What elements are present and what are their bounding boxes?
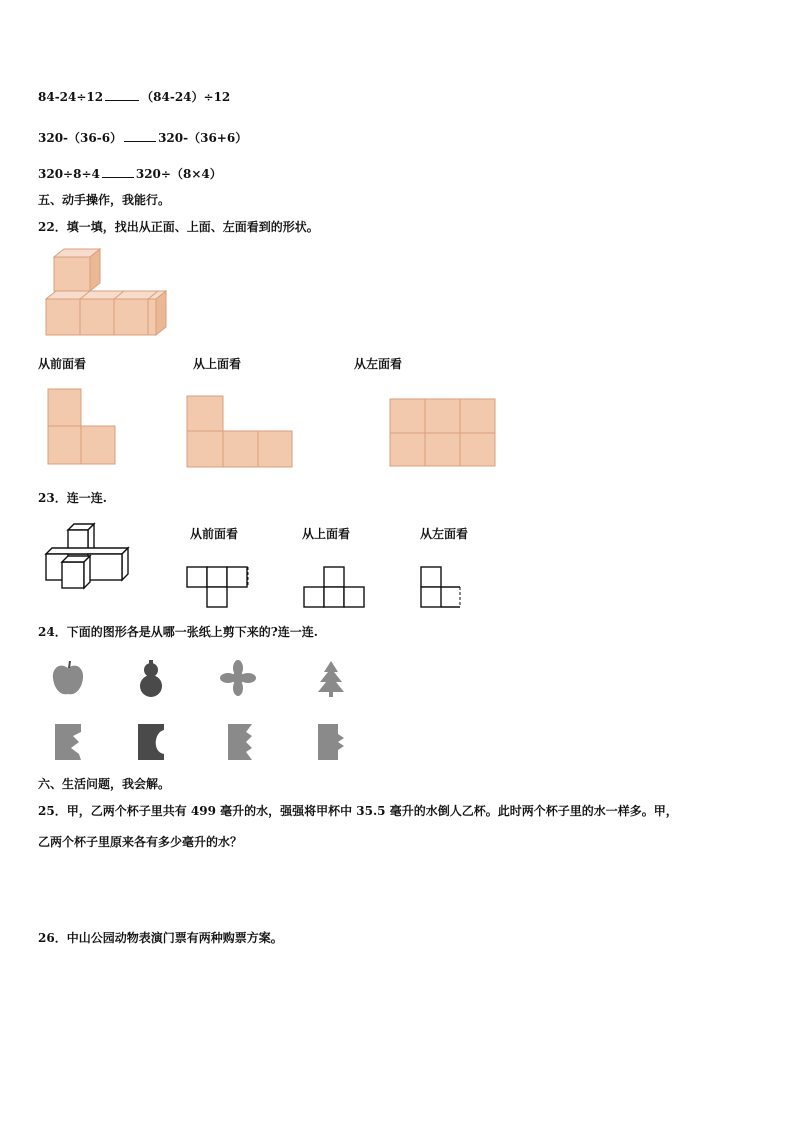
compare-row-2 bbox=[38, 130, 247, 146]
paper-cutout-2[interactable] bbox=[136, 722, 166, 762]
q22-label-front: 从前面看 bbox=[38, 357, 87, 371]
answer-blank[interactable] bbox=[124, 141, 156, 142]
q22-view-front bbox=[47, 388, 119, 466]
paper-cutout-4[interactable] bbox=[316, 722, 346, 762]
answer-blank[interactable] bbox=[105, 100, 139, 101]
q23-cube-figure bbox=[42, 522, 142, 592]
compare-row-2-left: 320-（36-6） bbox=[38, 131, 123, 145]
q23-view-top bbox=[303, 566, 369, 610]
compare-row-3-right: 320÷（8×4） bbox=[135, 167, 222, 181]
compare-row-2-right: 320-（36+6） bbox=[158, 131, 248, 145]
compare-row-1-right: （84-24）÷12 bbox=[141, 90, 231, 104]
compare-row-1-left: 84-24÷12 bbox=[38, 90, 104, 104]
compare-row-3 bbox=[38, 166, 222, 182]
q22-view-top bbox=[186, 395, 294, 469]
q25-text-line-2: 乙两个杯子里原来各有多少毫升的水？ bbox=[38, 835, 243, 849]
q25-text-line-1: 25．甲，乙两个杯子里共有 499 毫升的水，强强将甲杯中 35.5 毫升的水倒人乙杯。此时两个杯子里的水一样多。甲， bbox=[38, 804, 678, 818]
q22-cube-stack bbox=[40, 247, 175, 342]
q26-text: 26．中山公园动物表演门票有两种购票方案。 bbox=[38, 931, 283, 945]
compare-row-1 bbox=[38, 89, 230, 105]
apple-icon[interactable] bbox=[50, 660, 86, 698]
answer-blank[interactable] bbox=[102, 177, 134, 178]
flower-icon[interactable] bbox=[220, 660, 256, 696]
section-5-title: 五、动手操作，我能行。 bbox=[38, 193, 171, 207]
tree-icon[interactable] bbox=[316, 660, 346, 698]
q22-text: 22．填一填，找出从正面、上面、左面看到的形状。 bbox=[38, 220, 319, 234]
q22-view-left bbox=[389, 398, 497, 468]
paper-cutout-1[interactable] bbox=[53, 722, 83, 762]
q23-view-front bbox=[186, 566, 252, 610]
compare-row-3-left: 320÷8÷4 bbox=[38, 167, 100, 181]
q23-view-left bbox=[420, 566, 466, 610]
q23-text: 23．连一连. bbox=[38, 491, 107, 505]
q23-label-left: 从左面看 bbox=[420, 527, 469, 541]
q23-label-top: 从上面看 bbox=[302, 527, 351, 541]
q22-label-top: 从上面看 bbox=[193, 357, 242, 371]
q23-label-front: 从前面看 bbox=[190, 527, 239, 541]
gourd-icon[interactable] bbox=[136, 660, 166, 698]
paper-cutout-3[interactable] bbox=[226, 722, 256, 762]
q22-label-left: 从左面看 bbox=[354, 357, 403, 371]
section-6-title: 六、生活问题，我会解。 bbox=[38, 777, 171, 791]
q24-text: 24．下面的图形各是从哪一张纸上剪下来的?连一连. bbox=[38, 625, 318, 639]
